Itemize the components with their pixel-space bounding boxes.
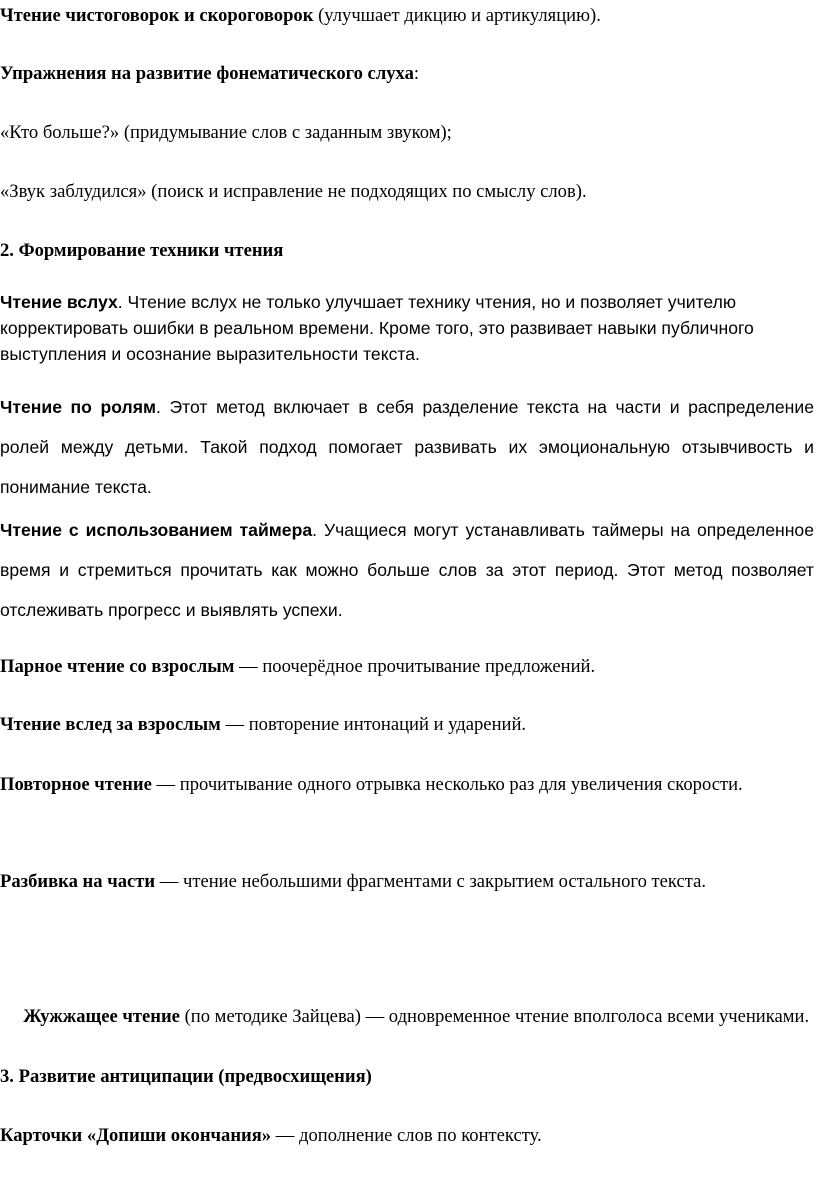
paragraph-text: — поочерёдное прочитывание предложений. [234, 656, 596, 677]
paragraph-lost-sound [0, 173, 814, 211]
paragraph-text: — прочитывание одного отрывка несколько раз для увеличения скорости. [151, 774, 743, 795]
paragraph-cards-endings [0, 1117, 814, 1155]
section-heading-reading-technique [0, 232, 814, 270]
paragraph-paired-reading [0, 648, 814, 686]
paragraph-bold: Чтение вслух [0, 292, 118, 312]
paragraph-role-reading [0, 387, 814, 507]
paragraph-reading-aloud [0, 289, 790, 367]
paragraph-repeated-reading [0, 766, 814, 804]
section-heading-anticipation [0, 1058, 814, 1096]
paragraph-bold: Чтение по ролям [0, 397, 156, 417]
paragraph-bold: Чтение вслед за взрослым [0, 714, 221, 735]
paragraph-bold: Повторное чтение [0, 774, 152, 795]
paragraph-bold: Разбивка на части [0, 871, 156, 892]
paragraph-text: . Чтение вслух не только улучшает технику чтения, но и позволяет учителю корректировать ошибки в реальном времени. Кроме того, это развивает навыки публичного выступления и осознание выразительности текста. [0, 292, 754, 364]
paragraph-timer-reading [0, 510, 814, 630]
paragraph-bold: Чтение с использованием таймера [0, 520, 313, 540]
heading-text: 3. Развитие антиципации (предвосхищения) [0, 1066, 372, 1087]
paragraph-text: . Учащиеся могут устанавливать таймеры на определенное время и стремиться прочитать как можно больше слов за этот период. Этот метод позволяет отслеживать прогресс и выявлять успехи. [0, 520, 815, 620]
paragraph-text: . Этот метод включает в себя разделение текста на части и распределение ролей между детьми. Такой подход помогает развивать их эмоциональную отзывчивость и понимание текста. [0, 397, 815, 497]
paragraph-bold: Упражнения на развитие фонематического слуха [0, 63, 414, 84]
paragraph-text: «Звук заблудился» (поиск и исправление не подходящих по смыслу слов). [0, 181, 587, 202]
paragraph-split-reading [0, 863, 814, 901]
paragraph-bold: Карточки «Допиши окончания» [0, 1125, 272, 1146]
paragraph-text: : [413, 63, 420, 84]
paragraph-bold: Парное чтение со взрослым [0, 656, 235, 677]
paragraph-phonemic-exercises [0, 55, 814, 93]
heading-text: 2. Формирование техники чтения [0, 240, 284, 261]
paragraph-text: — повторение интонаций и ударений. [220, 714, 527, 735]
paragraph-text: «Кто больше?» (придумывание слов с заданным звуком); [0, 122, 452, 143]
paragraph-text: (по методике Зайцева) — одновременное чтение вполголоса всеми учениками. [179, 1006, 810, 1027]
paragraph-follow-reading [0, 706, 814, 744]
paragraph-text: — чтение небольшими фрагментами с закрытием остального текста. [155, 871, 706, 892]
paragraph-tongue-twisters [0, 0, 814, 35]
paragraph-who-more [0, 114, 814, 152]
paragraph-text: — дополнение слов по контексту. [271, 1125, 542, 1146]
paragraph-text: (улучшает дикцию и артикуляцию). [313, 5, 601, 26]
paragraph-buzzing-reading [0, 960, 814, 1074]
paragraph-bold: Чтение чистоговорок и скороговорок [0, 5, 314, 26]
paragraph-bold: Жужжащее чтение [18, 1006, 180, 1027]
